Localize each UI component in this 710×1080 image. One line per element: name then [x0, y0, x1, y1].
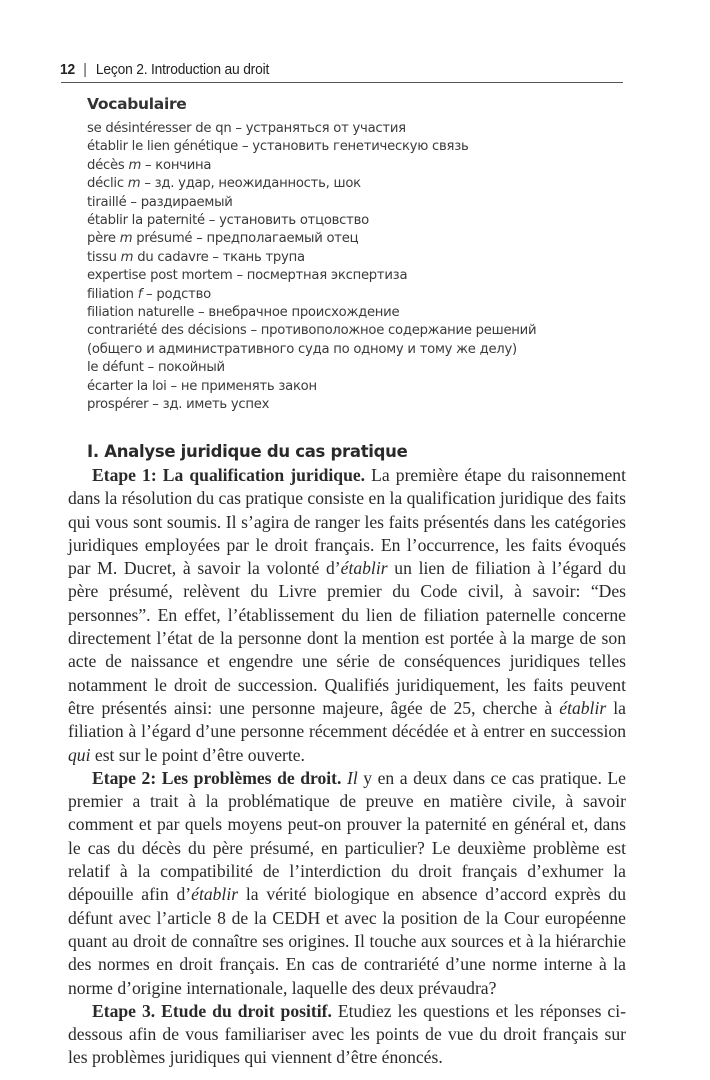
running-head [60, 61, 269, 78]
vocab-translation: установить отцовство [219, 213, 369, 229]
vocab-term: filiation naturelle [87, 305, 195, 321]
vocabulary-item: prospérer – зд. иметь успех [87, 397, 270, 413]
paragraph-text: la vérité biologique en absence d’accord exprès du défunt avec l’article 8 de la CEDH et avec la position de la Cour européenne quant au droit de connaître ses origines. Il touche aux sources et à la hiérarchie des normes en droit français. En cas de contrariété d’une norme interne à la norme d’origine internationale, laquelle des deux prévaudra? [68, 884, 626, 998]
vocab-translation: зд. удар, неожиданность, шок [154, 176, 361, 192]
vocab-translation: противоположное содержание решений [260, 323, 537, 339]
vocab-translation: (общего и административного суда по одному и тому же делу) [87, 341, 517, 357]
vocabulary-item: tissu m du cadavre – ткань трупа [87, 249, 305, 265]
body-text [68, 464, 626, 1070]
vocabulary-item [87, 341, 536, 359]
italic-term: établir [559, 697, 607, 718]
vocab-translation: установить генетическую связь [252, 139, 469, 155]
vocabulary-item: déclic m – зд. удар, неожиданность, шок [87, 176, 361, 192]
vocabulary-item: père m présumé – предполагаемый отец [87, 231, 359, 247]
vocab-term: écarter la loi [87, 378, 167, 394]
italic-term: Il [341, 767, 358, 788]
paragraph-etape-3 [68, 1000, 626, 1070]
vocab-term: père [87, 231, 116, 247]
vocab-translation: родство [156, 286, 211, 302]
vocabulary-title: Vocabulaire [87, 95, 187, 113]
paragraph-text: est sur le point d’être ouverte. [90, 744, 305, 765]
paragraph-heading: Etape 1: La qualification juridique. [92, 465, 366, 485]
italic-term: établir [191, 884, 239, 905]
vocabulary-item: écarter la loi – не применять закон [87, 378, 317, 394]
header-rule [61, 82, 623, 83]
vocabulary-item: se désintéresser de qn – устраняться от участия [87, 121, 406, 136]
vocab-term: contrariété des décisions [87, 323, 247, 339]
vocab-term: décès [87, 157, 125, 173]
vocab-term: expertise post mortem [87, 268, 233, 284]
vocab-gender: m [127, 176, 141, 192]
vocabulary-item: tiraillé – раздираемый [87, 194, 233, 210]
vocabulary-item: filiation f – родство [87, 286, 211, 302]
vocab-term: déclic [87, 176, 124, 192]
chapter-title: Leçon 2. Introduction au droit [95, 61, 270, 78]
vocab-translation: посмертная экспертиза [246, 268, 408, 284]
vocabulary-item: filiation naturelle – внебрачное происхождение [87, 305, 400, 321]
header-separator: | [83, 61, 87, 78]
vocab-term-suffix: du cadavre [133, 249, 209, 265]
paragraph-etape-2 [68, 767, 626, 1000]
vocab-term: tissu [87, 249, 117, 265]
paragraph-text: la filiation à l’égard d’une personne récemment décédée et à entrer en succession [68, 697, 626, 742]
paragraph-heading: Etape 3. Etude du droit positif. [92, 1000, 332, 1021]
vocab-term: prospérer [87, 397, 149, 413]
paragraph-text: La première étape du raisonnement dans la résolution du cas pratique consiste en la qualification juridique des faits qui vous sont soumis. Il s’agira de ranger les faits présentés dans les catégories juridiques employées par le droit français. En l’occurrence, les faits évoqués par M. Ducret, à savoir la volonté d’ [68, 465, 626, 579]
italic-term: qui [68, 744, 91, 765]
vocab-translation: ткань трупа [222, 249, 305, 265]
vocabulary-item: décès m – кончина [87, 157, 212, 173]
paragraph-heading: Etape 2: Les problèmes de droit. [92, 767, 342, 788]
paragraph-etape-1 [68, 464, 626, 767]
vocab-term: le défunt [87, 360, 144, 376]
vocab-gender: f [137, 286, 143, 302]
vocab-translation: устраняться от участия [245, 121, 406, 136]
vocab-gender: m [120, 249, 134, 265]
vocab-term-suffix: présumé [132, 231, 193, 247]
vocab-term: se désintéresser de qn [87, 121, 232, 136]
page-number: 12 [60, 61, 75, 78]
vocabulary-item: établir la paternité – установить отцовство [87, 213, 369, 229]
vocabulary-item: établir le lien génétique – установить генетическую связь [87, 139, 469, 155]
paragraph-text: y en a deux dans ce cas pratique. Le premier a trait à la problématique de preuve en matière civile, à savoir comment et par quels moyens peut-on prouver la paternité en général et, dans le cas du décès du père présumé, en particulier? Le deuxième problème est relatif à la compatibilité de l’interdiction du droit français d’exhumer la dépouille afin d’ [68, 767, 626, 905]
vocab-translation: раздираемый [140, 194, 233, 210]
vocabulary-list [87, 120, 536, 415]
vocab-translation: покойный [157, 360, 225, 376]
paragraph-text: Etudiez les questions et les réponses ci-dessous afin de vous familiariser avec les points de vue du droit français sur les problèmes juridiques qui viennent d’être énoncés. [68, 1000, 626, 1068]
italic-term: établir [340, 558, 388, 579]
vocab-gender: m [119, 231, 133, 247]
vocab-term: établir la paternité [87, 213, 205, 229]
vocab-translation: не применять закон [180, 378, 317, 394]
vocab-term: filiation [87, 286, 134, 302]
vocab-gender: m [128, 157, 142, 173]
vocab-translation: предполагаемый отец [206, 231, 359, 247]
vocab-translation: внебрачное происхождение [208, 305, 400, 321]
vocab-term: établir le lien génétique [87, 139, 239, 155]
vocabulary-item: le défunt – покойный [87, 360, 225, 376]
section-title: I. Analyse juridique du cas pratique [87, 442, 408, 461]
vocabulary-item: contrariété des décisions – противоположное содержание решений [87, 323, 537, 339]
paragraph-text: un lien de filiation à l’égard du père présumé, relèvent du Livre premier du Code civil, à savoir: “Des personnes”. En effet, l’établissement du lien de filiation paternelle concerne directement l’état de la personne dont la mention est portée à la marge de son acte de naissance et engendre une série de conséquences juridiques telles notamment le droit de succession. Qualifiés juridiquement, les faits peuvent être présentés ainsi: une personne majeure, âgée de 25, cherche à [68, 558, 626, 718]
vocab-translation: зд. иметь успех [162, 397, 270, 413]
vocab-translation: кончина [155, 157, 212, 173]
vocabulary-item: expertise post mortem – посмертная экспертиза [87, 268, 408, 284]
vocab-term: tiraillé [87, 194, 127, 210]
